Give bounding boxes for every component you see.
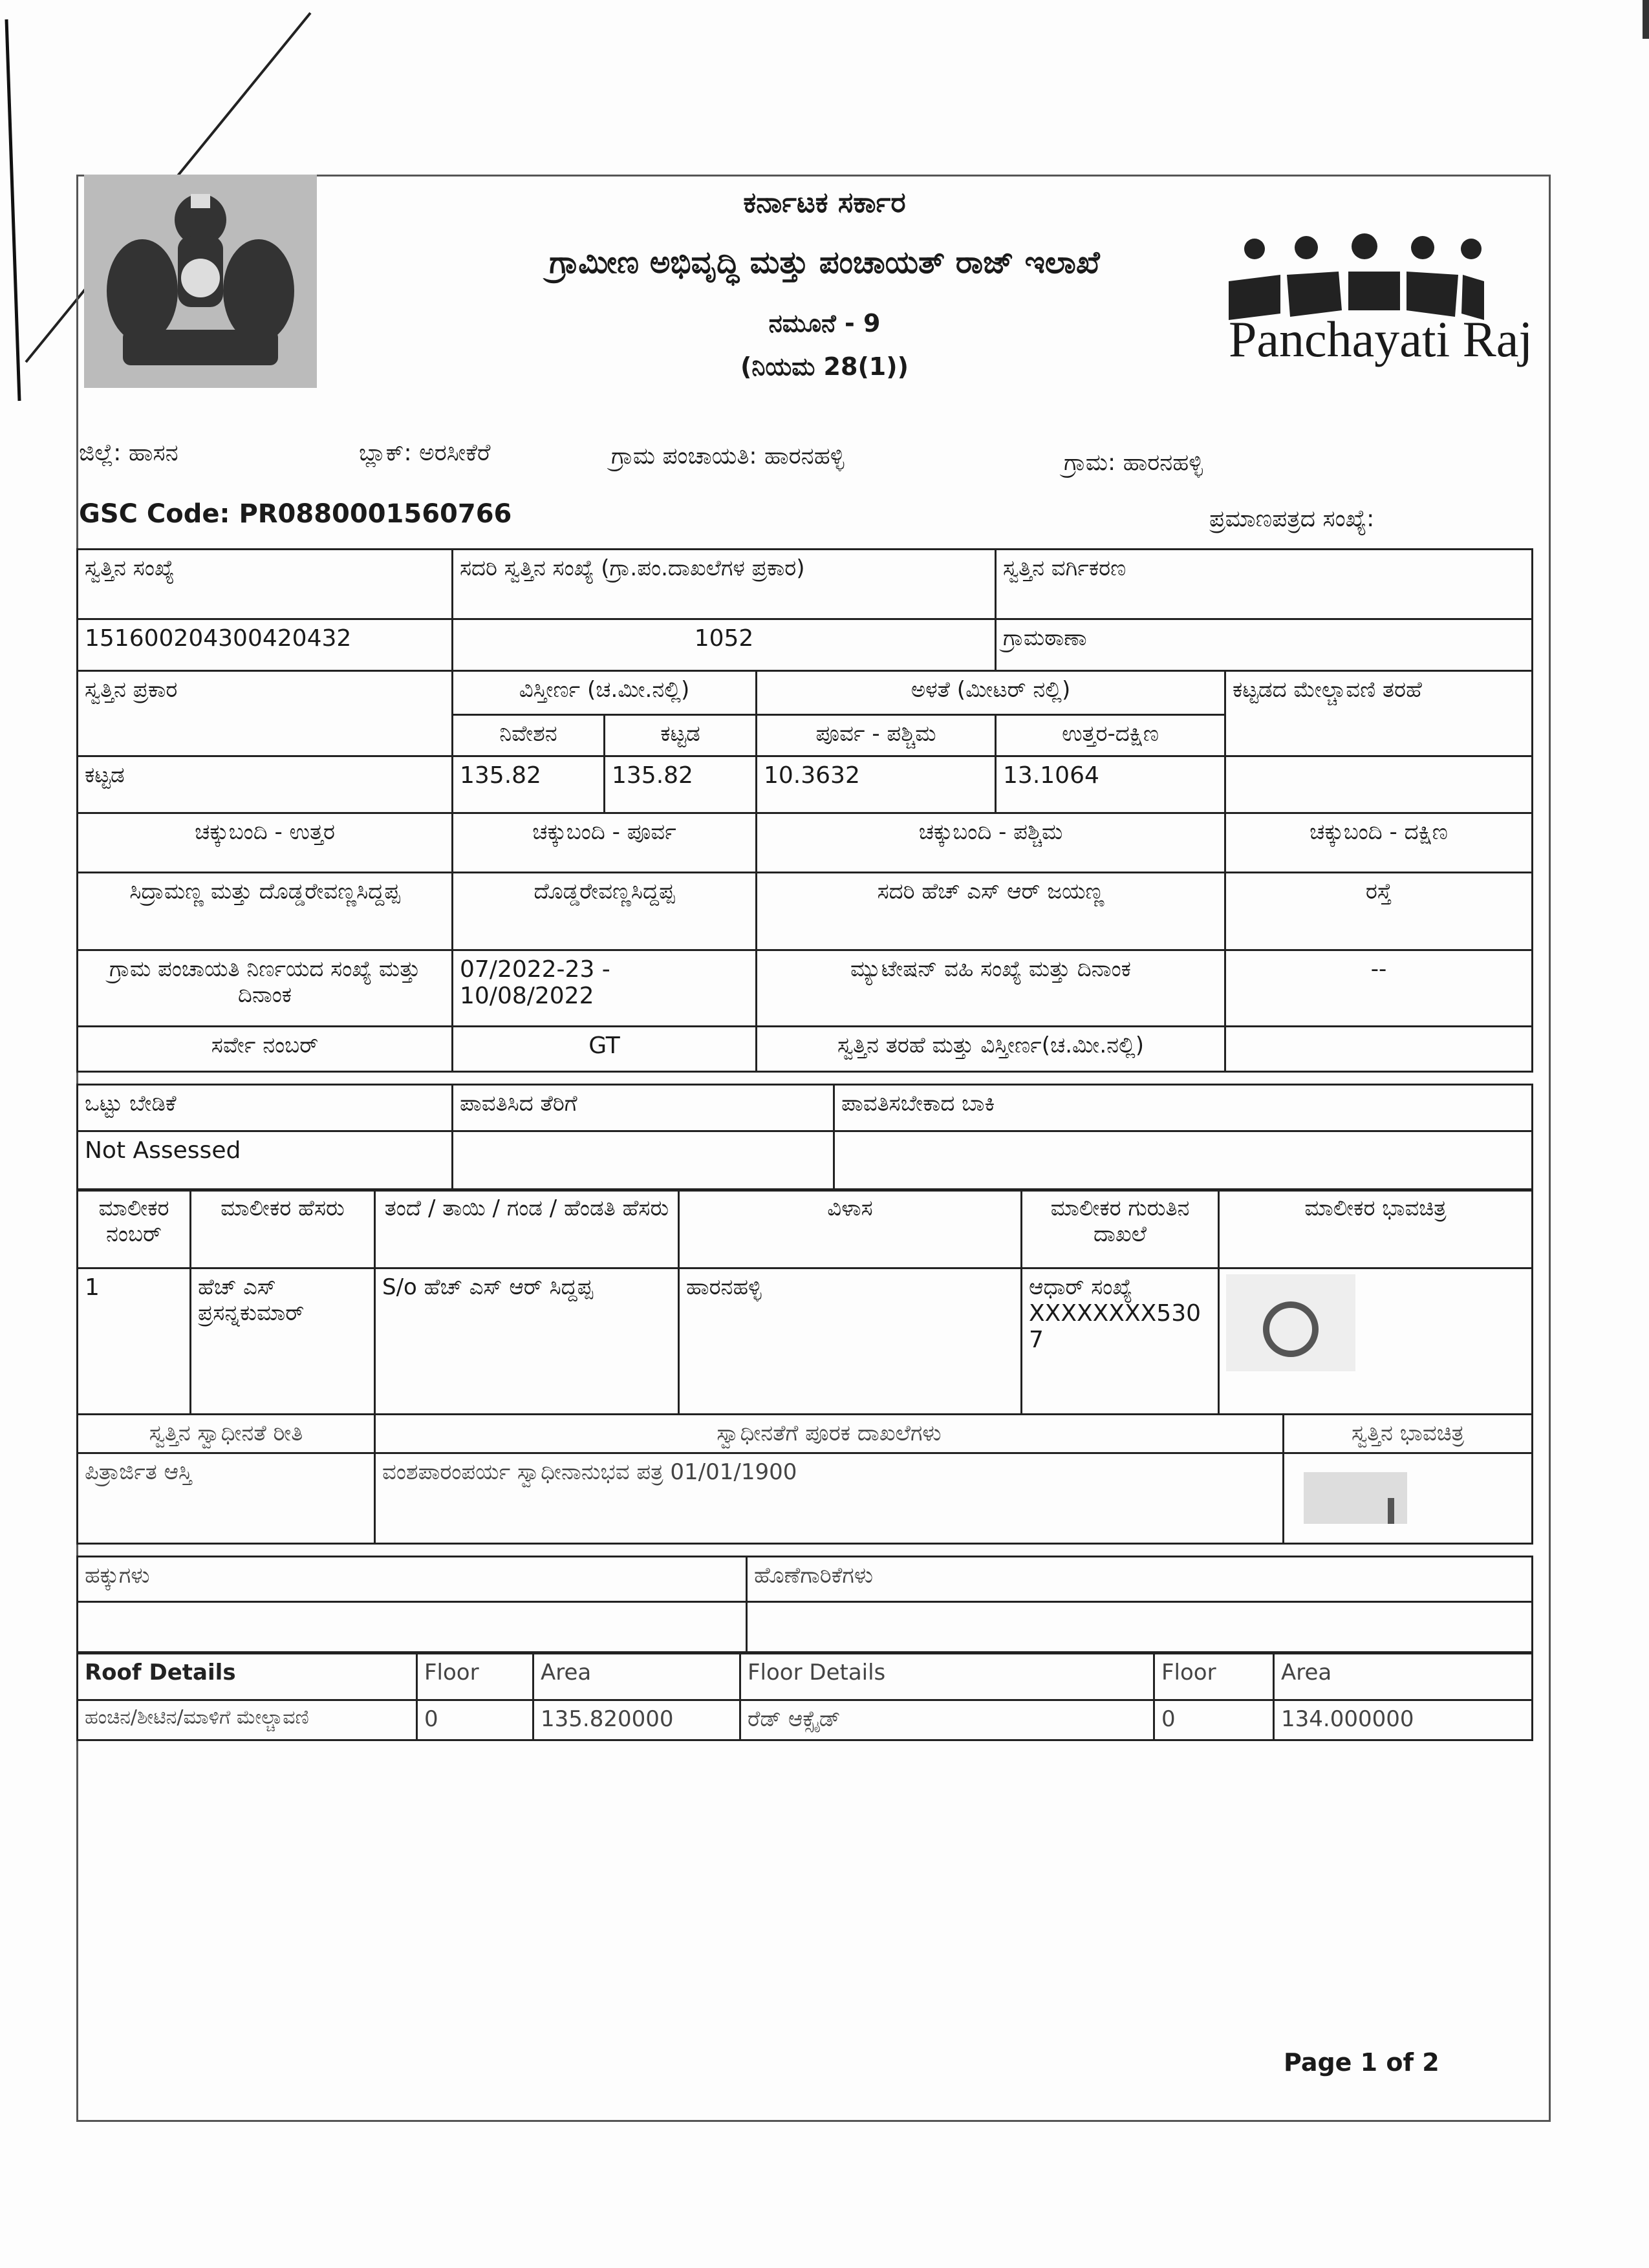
ownership-documents-value: ವಂಶಪಾರಂಪರ್ಯ ಸ್ವಾಧೀನಾನುಭವ ಪತ್ರ 01/01/1900	[375, 1453, 1284, 1544]
owner-name-header: ಮಾಲೀಕರ ಹೆಸರು	[191, 1190, 375, 1268]
owner-id-header: ಮಾಲೀಕರ ಗುರುತಿನ ದಾಖಲೆ	[1022, 1190, 1219, 1268]
boundary-south-header: ಚಕ್ಕುಬಂದಿ - ದಕ್ಷಿಣ	[1225, 813, 1533, 873]
block-field: ಬ್ಲಾಕ್: ಅರಸೀಕೆರೆ	[359, 440, 491, 466]
boundary-south-value: ರಸ್ತೆ	[1225, 873, 1533, 950]
roof-area-value: 135.820000	[534, 1700, 740, 1740]
gram-panchayat-field: ಗ್ರಾಮ ಪಂಚಾಯತಿ: ಹಾರನಹಳ್ಳಿ	[611, 443, 845, 469]
property-classification-header: ಸ್ವತ್ತಿನ ವರ್ಗಿಕರಣ	[996, 550, 1533, 619]
boundary-east-value: ದೊಡ್ಡರೇವಣ್ಣಸಿದ್ದಪ್ಪ	[453, 873, 757, 950]
ownership-mode-value: ಪಿತ್ರಾರ್ಜಿತ ಆಸ್ತಿ	[78, 1453, 375, 1544]
east-west-header: ಪೂರ್ವ - ಪಶ್ಚಿಮ	[757, 715, 996, 756]
owner-photo	[1219, 1268, 1533, 1415]
dept-title: ಗ್ರಾಮೀಣ ಅಭಿವೃದ್ಧಿ ಮತ್ತು ಪಂಚಾಯತ್ ರಾಜ್ ಇಲಾಖೆ	[549, 244, 1100, 281]
total-demand-header: ಒಟ್ಟು ಬೇಡಿಕೆ	[78, 1085, 453, 1131]
floor-number-value: 0	[1154, 1700, 1274, 1740]
village-field: ಗ್ರಾಮ: ಹಾರನಹಳ್ಳಿ	[1064, 449, 1203, 476]
rights-value	[78, 1602, 747, 1653]
rule-reference: (ನಿಯಮ 28(1))	[740, 352, 909, 381]
owner-number-header: ಮಾಲೀಕರ ನಂಬರ್	[78, 1190, 191, 1268]
owner-photo-header: ಮಾಲೀಕರ ಭಾವಚಿತ್ರ	[1219, 1190, 1533, 1268]
page-number: Page 1 of 2	[1284, 2048, 1439, 2077]
govt-title: ಕರ್ನಾಟಕ ಸರ್ಕಾರ	[743, 186, 906, 219]
tax-paid-value	[453, 1131, 834, 1191]
owner-id-value	[1022, 1268, 1219, 1415]
building-extent-header: ಕಟ್ಟಡ	[605, 715, 757, 756]
rights-header: ಹಕ್ಕುಗಳು	[78, 1557, 747, 1602]
boundary-north-value: ಸಿದ್ರಾಮಣ್ಣ ಮತ್ತು ದೊಡ್ಡರೇವಣ್ಣಸಿದ್ದಪ್ಪ	[78, 873, 453, 950]
property-number-value: 151600204300420432	[78, 619, 453, 671]
rights-table	[76, 1556, 1533, 1653]
address-header: ವಿಳಾಸ	[679, 1190, 1022, 1268]
roof-area-header: Area	[534, 1654, 740, 1700]
liabilities-header: ಹೊಣೆಗಾರಿಕೆಗಳು	[747, 1557, 1533, 1602]
resolution-header: ಗ್ರಾಮ ಪಂಚಾಯತಿ ನಿರ್ಣಯದ ಸಂಖ್ಯೆ ಮತ್ತು ದಿನಾಂಕ	[78, 950, 453, 1027]
ownership-table	[76, 1413, 1533, 1545]
east-west-value: 10.3632	[757, 756, 996, 813]
address-value: ಹಾರನಹಳ್ಳಿ	[679, 1268, 1022, 1415]
total-demand-value: Not Assessed	[78, 1131, 453, 1191]
property-type-value: ಕಟ್ಟಡ	[78, 756, 453, 813]
tax-table	[76, 1084, 1533, 1192]
roof-type-header: ಕಟ್ಟಡದ ಮೇಲ್ಚಾವಣಿ ತರಹೆ	[1225, 671, 1533, 756]
roof-type-detail: ಹಂಚಿನ/ಶೀಟಿನ/ಮಾಳಿಗೆ ಮೇಲ್ಚಾವಣಿ	[78, 1700, 417, 1740]
property-photo-header: ಸ್ವತ್ತಿನ ಭಾವಚಿತ್ರ	[1284, 1415, 1533, 1453]
gp-property-number-value: 1052	[453, 619, 996, 671]
dimensions-header: ಅಳತೆ (ಮೀಟರ್ ನಲ್ಲಿ)	[757, 671, 1225, 715]
liabilities-value	[747, 1602, 1533, 1653]
form-number: ನಮೂನೆ - 9	[768, 309, 881, 337]
floor-details-value: ರೆಡ್ ಆಕ್ಸೈಡ್	[740, 1700, 1154, 1740]
id-type-label: ಆಧಾರ್ ಸಂಖ್ಯೆ	[1029, 1274, 1133, 1300]
building-extent-value: 135.82	[605, 756, 757, 813]
boundary-north-header: ಚಕ್ಕುಬಂದಿ - ಉತ್ತರ	[78, 813, 453, 873]
boundary-west-header: ಚಕ್ಕುಬಂದಿ - ಪಶ್ಚಿಮ	[757, 813, 1225, 873]
ownership-mode-header: ಸ್ವತ್ತಿನ ಸ್ವಾಧೀನತೆ ರೀತಿ	[78, 1415, 375, 1453]
roof-floor-header: Floor	[417, 1654, 534, 1700]
relation-name-header: ತಂದೆ / ತಾಯಿ / ಗಂಡ / ಹೆಂಡತಿ ಹೆಸರು	[375, 1190, 679, 1268]
owner-name-value: ಹೆಚ್ ಎಸ್ ಪ್ರಸನ್ನಕುಮಾರ್	[191, 1268, 375, 1415]
gsc-code: GSC Code: PR0880001560766	[79, 499, 512, 529]
boundary-west-value: ಸದರಿ ಹೆಚ್ ಎಸ್ ಆರ್ ಜಯಣ್ಣ	[757, 873, 1225, 950]
site-extent-value: 135.82	[453, 756, 605, 813]
mutation-value: --	[1225, 950, 1533, 1027]
north-south-value: 13.1064	[996, 756, 1225, 813]
floor-details-header: Floor Details	[740, 1654, 1154, 1700]
north-south-header: ಉತ್ತರ-ದಕ್ಷಿಣ	[996, 715, 1225, 756]
relation-name-value: S/o ಹೆಚ್ ಎಸ್ ಆರ್ ಸಿದ್ದಪ್ಪ	[375, 1268, 679, 1415]
property-number-header: ಸ್ವತ್ತಿನ ಸಂಖ್ಯೆ	[78, 550, 453, 619]
owner-photo-image	[1226, 1274, 1355, 1371]
property-details-table	[76, 548, 1533, 1073]
roof-details-header: Roof Details	[78, 1654, 417, 1700]
extent-header: ವಿಸ್ತೀರ್ಣ (ಚ.ಮೀ.ನಲ್ಲಿ)	[453, 671, 757, 715]
site-extent-header: ನಿವೇಶನ	[453, 715, 605, 756]
district-field: ಜಿಲ್ಲೆ: ಹಾಸನ	[79, 440, 178, 466]
property-nature-header: ಸ್ವತ್ತಿನ ತರಹೆ ಮತ್ತು ವಿಸ್ತೀರ್ಣ(ಚ.ಮೀ.ನಲ್ಲಿ)	[757, 1027, 1225, 1072]
property-nature-value	[1225, 1027, 1533, 1072]
floor-area-value: 134.000000	[1274, 1700, 1533, 1740]
certificate-number: ಪ್ರಮಾಣಪತ್ರದ ಸಂಖ್ಯೆ:	[1209, 506, 1375, 532]
owner-table	[76, 1188, 1533, 1415]
property-photo-image	[1291, 1459, 1420, 1530]
floor-number-header: Floor	[1154, 1654, 1274, 1700]
property-type-header: ಸ್ವತ್ತಿನ ಪ್ರಕಾರ	[78, 671, 453, 756]
panchayati-raj-logo-text: Panchayati Raj	[1229, 311, 1533, 367]
roof-type-value	[1225, 756, 1533, 813]
balance-due-value	[834, 1131, 1533, 1191]
survey-number-value: GT	[453, 1027, 757, 1072]
property-photo	[1284, 1453, 1533, 1544]
id-number: XXXXXXXX5307	[1029, 1300, 1202, 1353]
owner-number-value: 1	[78, 1268, 191, 1415]
resolution-value: 07/2022-23 - 10/08/2022	[453, 950, 757, 1027]
boundary-east-header: ಚಕ್ಕುಬಂದಿ - ಪೂರ್ವ	[453, 813, 757, 873]
scan-artifact-right	[1643, 0, 1649, 39]
balance-due-header: ಪಾವತಿಸಬೇಕಾದ ಬಾಕಿ	[834, 1085, 1533, 1131]
floor-area-header: Area	[1274, 1654, 1533, 1700]
roof-floor-value: 0	[417, 1700, 534, 1740]
property-classification-value: ಗ್ರಾಮಠಾಣಾ	[996, 619, 1533, 671]
gp-property-number-header: ಸದರಿ ಸ್ವತ್ತಿನ ಸಂಖ್ಯೆ (ಗ್ರಾ.ಪಂ.ದಾಖಲೆಗಳ ಪ್ರಕಾರ)	[453, 550, 996, 619]
mutation-header: ಮ್ಯುಟೇಷನ್ ವಹಿ ಸಂಖ್ಯೆ ಮತ್ತು ದಿನಾಂಕ	[757, 950, 1225, 1027]
survey-number-header: ಸರ್ವೇ ನಂಬರ್	[78, 1027, 453, 1072]
ownership-documents-header: ಸ್ವಾಧೀನತೆಗೆ ಪೂರಕ ದಾಖಲೆಗಳು	[375, 1415, 1284, 1453]
roof-floor-table	[76, 1653, 1533, 1741]
tax-paid-header: ಪಾವತಿಸಿದ ತೆರಿಗೆ	[453, 1085, 834, 1131]
